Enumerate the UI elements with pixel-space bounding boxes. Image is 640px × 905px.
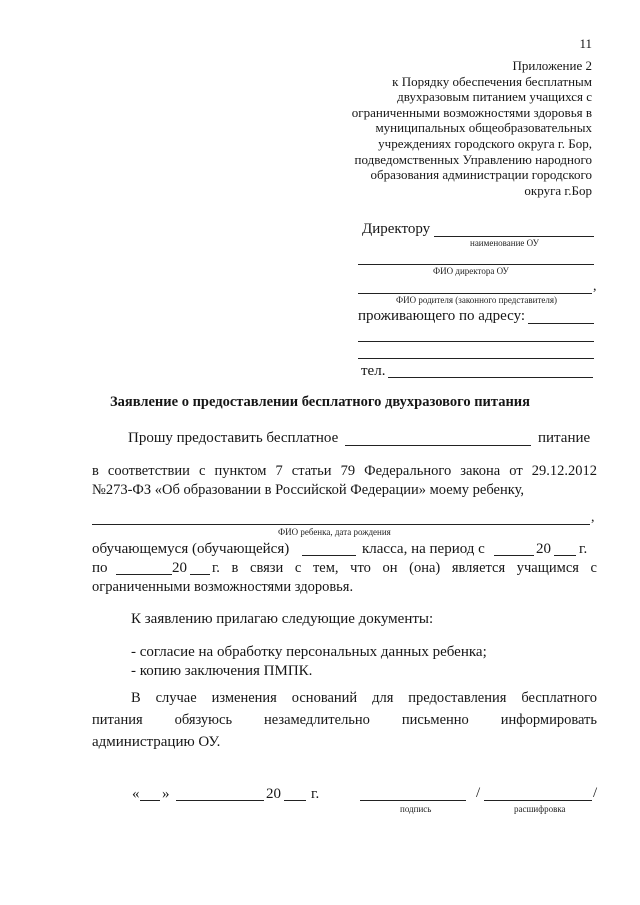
annex-line: ограниченными возможностями здоровья в bbox=[351, 104, 592, 120]
annex-block bbox=[352, 58, 592, 198]
parent-fio-field[interactable] bbox=[358, 293, 592, 294]
annex-line: двухразовым питанием учащихся с bbox=[397, 89, 592, 105]
request-end-text: питание bbox=[538, 430, 591, 446]
period-to-year-prefix: 20 bbox=[172, 560, 187, 576]
annex-line: муниципальных общеобразовательных bbox=[375, 120, 592, 136]
director-fio-field[interactable] bbox=[358, 264, 594, 265]
parent-fio-comma: , bbox=[593, 279, 597, 294]
date-day-field[interactable] bbox=[140, 800, 160, 801]
document-item-consent: - согласие на обработку персональных данных ребенка; bbox=[131, 644, 487, 660]
address-label: проживающего по адресу: bbox=[358, 308, 526, 324]
change-line-3: администрацию ОУ. bbox=[92, 734, 221, 750]
law-line-1: в соответствии с пунктом 7 статьи 79 Федерального закона от 29.12.2012 bbox=[92, 463, 597, 479]
period-to-year-field[interactable] bbox=[190, 574, 210, 575]
period-from-year-suffix: г. bbox=[579, 541, 588, 557]
change-line-1: В случае изменения оснований для предоставления бесплатного bbox=[131, 690, 597, 706]
signature-field[interactable] bbox=[360, 800, 466, 801]
signature-caption: подпись bbox=[400, 804, 432, 814]
documents-intro: К заявлению прилагаю следующие документы: bbox=[131, 611, 434, 627]
period-to-label: по bbox=[92, 560, 108, 576]
address-field-3[interactable] bbox=[358, 358, 594, 359]
child-fio-comma: , bbox=[591, 510, 595, 525]
annex-line: подведомственных Управлению народного bbox=[354, 151, 592, 167]
child-fio-caption: ФИО ребенка, дата рождения bbox=[278, 527, 391, 537]
limited-abilities-text: ограниченными возможностями здоровья. bbox=[92, 579, 354, 595]
law-line-2: №273-ФЗ «Об образовании в Российской Федерации» моему ребенку, bbox=[92, 482, 525, 498]
date-year-suffix: г. bbox=[311, 786, 320, 802]
date-quote-open: « bbox=[132, 786, 140, 802]
parent-fio-caption: ФИО родителя (законного представителя) bbox=[396, 295, 558, 305]
decode-slash-close: / bbox=[593, 785, 598, 801]
document-title: Заявление о предоставлении бесплатного двухразового питания bbox=[109, 394, 531, 410]
address-field-1[interactable] bbox=[528, 323, 594, 324]
page-number: 11 bbox=[579, 36, 592, 51]
annex-line: Приложение 2 bbox=[512, 58, 592, 73]
request-text: Прошу предоставить бесплатное bbox=[128, 430, 339, 446]
child-fio-field[interactable] bbox=[92, 524, 590, 525]
document-item-pmpk: - копию заключения ПМПК. bbox=[131, 663, 313, 679]
nutrition-type-field[interactable] bbox=[345, 445, 531, 446]
address-field-2[interactable] bbox=[358, 341, 594, 342]
phone-field[interactable] bbox=[388, 377, 593, 378]
period-to-date-field[interactable] bbox=[116, 574, 172, 575]
period-text: класса, на период с bbox=[362, 541, 485, 557]
student-text: обучающемуся (обучающейся) bbox=[92, 541, 290, 557]
reason-text: г. в связи с тем, что он (она) является учащимся с bbox=[212, 560, 597, 576]
annex-line: образования администрации городского bbox=[370, 167, 592, 183]
date-year-prefix: 20 bbox=[266, 786, 281, 802]
director-label: Директору bbox=[362, 221, 431, 237]
director-fio-caption: ФИО директора ОУ bbox=[433, 266, 509, 276]
phone-label: тел. bbox=[361, 363, 386, 379]
ou-name-caption: наименование ОУ bbox=[470, 238, 540, 248]
decode-caption: расшифровка bbox=[514, 804, 566, 814]
period-from-year-prefix: 20 bbox=[536, 541, 551, 557]
annex-line: учреждениях городского округа г. Бор, bbox=[378, 135, 592, 151]
annex-line: округа г.Бор bbox=[524, 182, 592, 198]
date-month-field[interactable] bbox=[176, 800, 264, 801]
date-year-field[interactable] bbox=[284, 800, 306, 801]
change-line-2: питания обязуюсь незамедлительно письменно информировать bbox=[92, 712, 597, 728]
date-quote-close: » bbox=[162, 786, 170, 802]
ou-name-field[interactable] bbox=[434, 236, 594, 237]
decode-slash-open: / bbox=[476, 785, 481, 801]
signature-decode-field[interactable] bbox=[484, 800, 592, 801]
period-from-date-field[interactable] bbox=[494, 555, 534, 556]
grade-field[interactable] bbox=[302, 555, 356, 556]
annex-line: к Порядку обеспечения бесплатным bbox=[392, 73, 592, 89]
period-from-year-field[interactable] bbox=[554, 555, 576, 556]
